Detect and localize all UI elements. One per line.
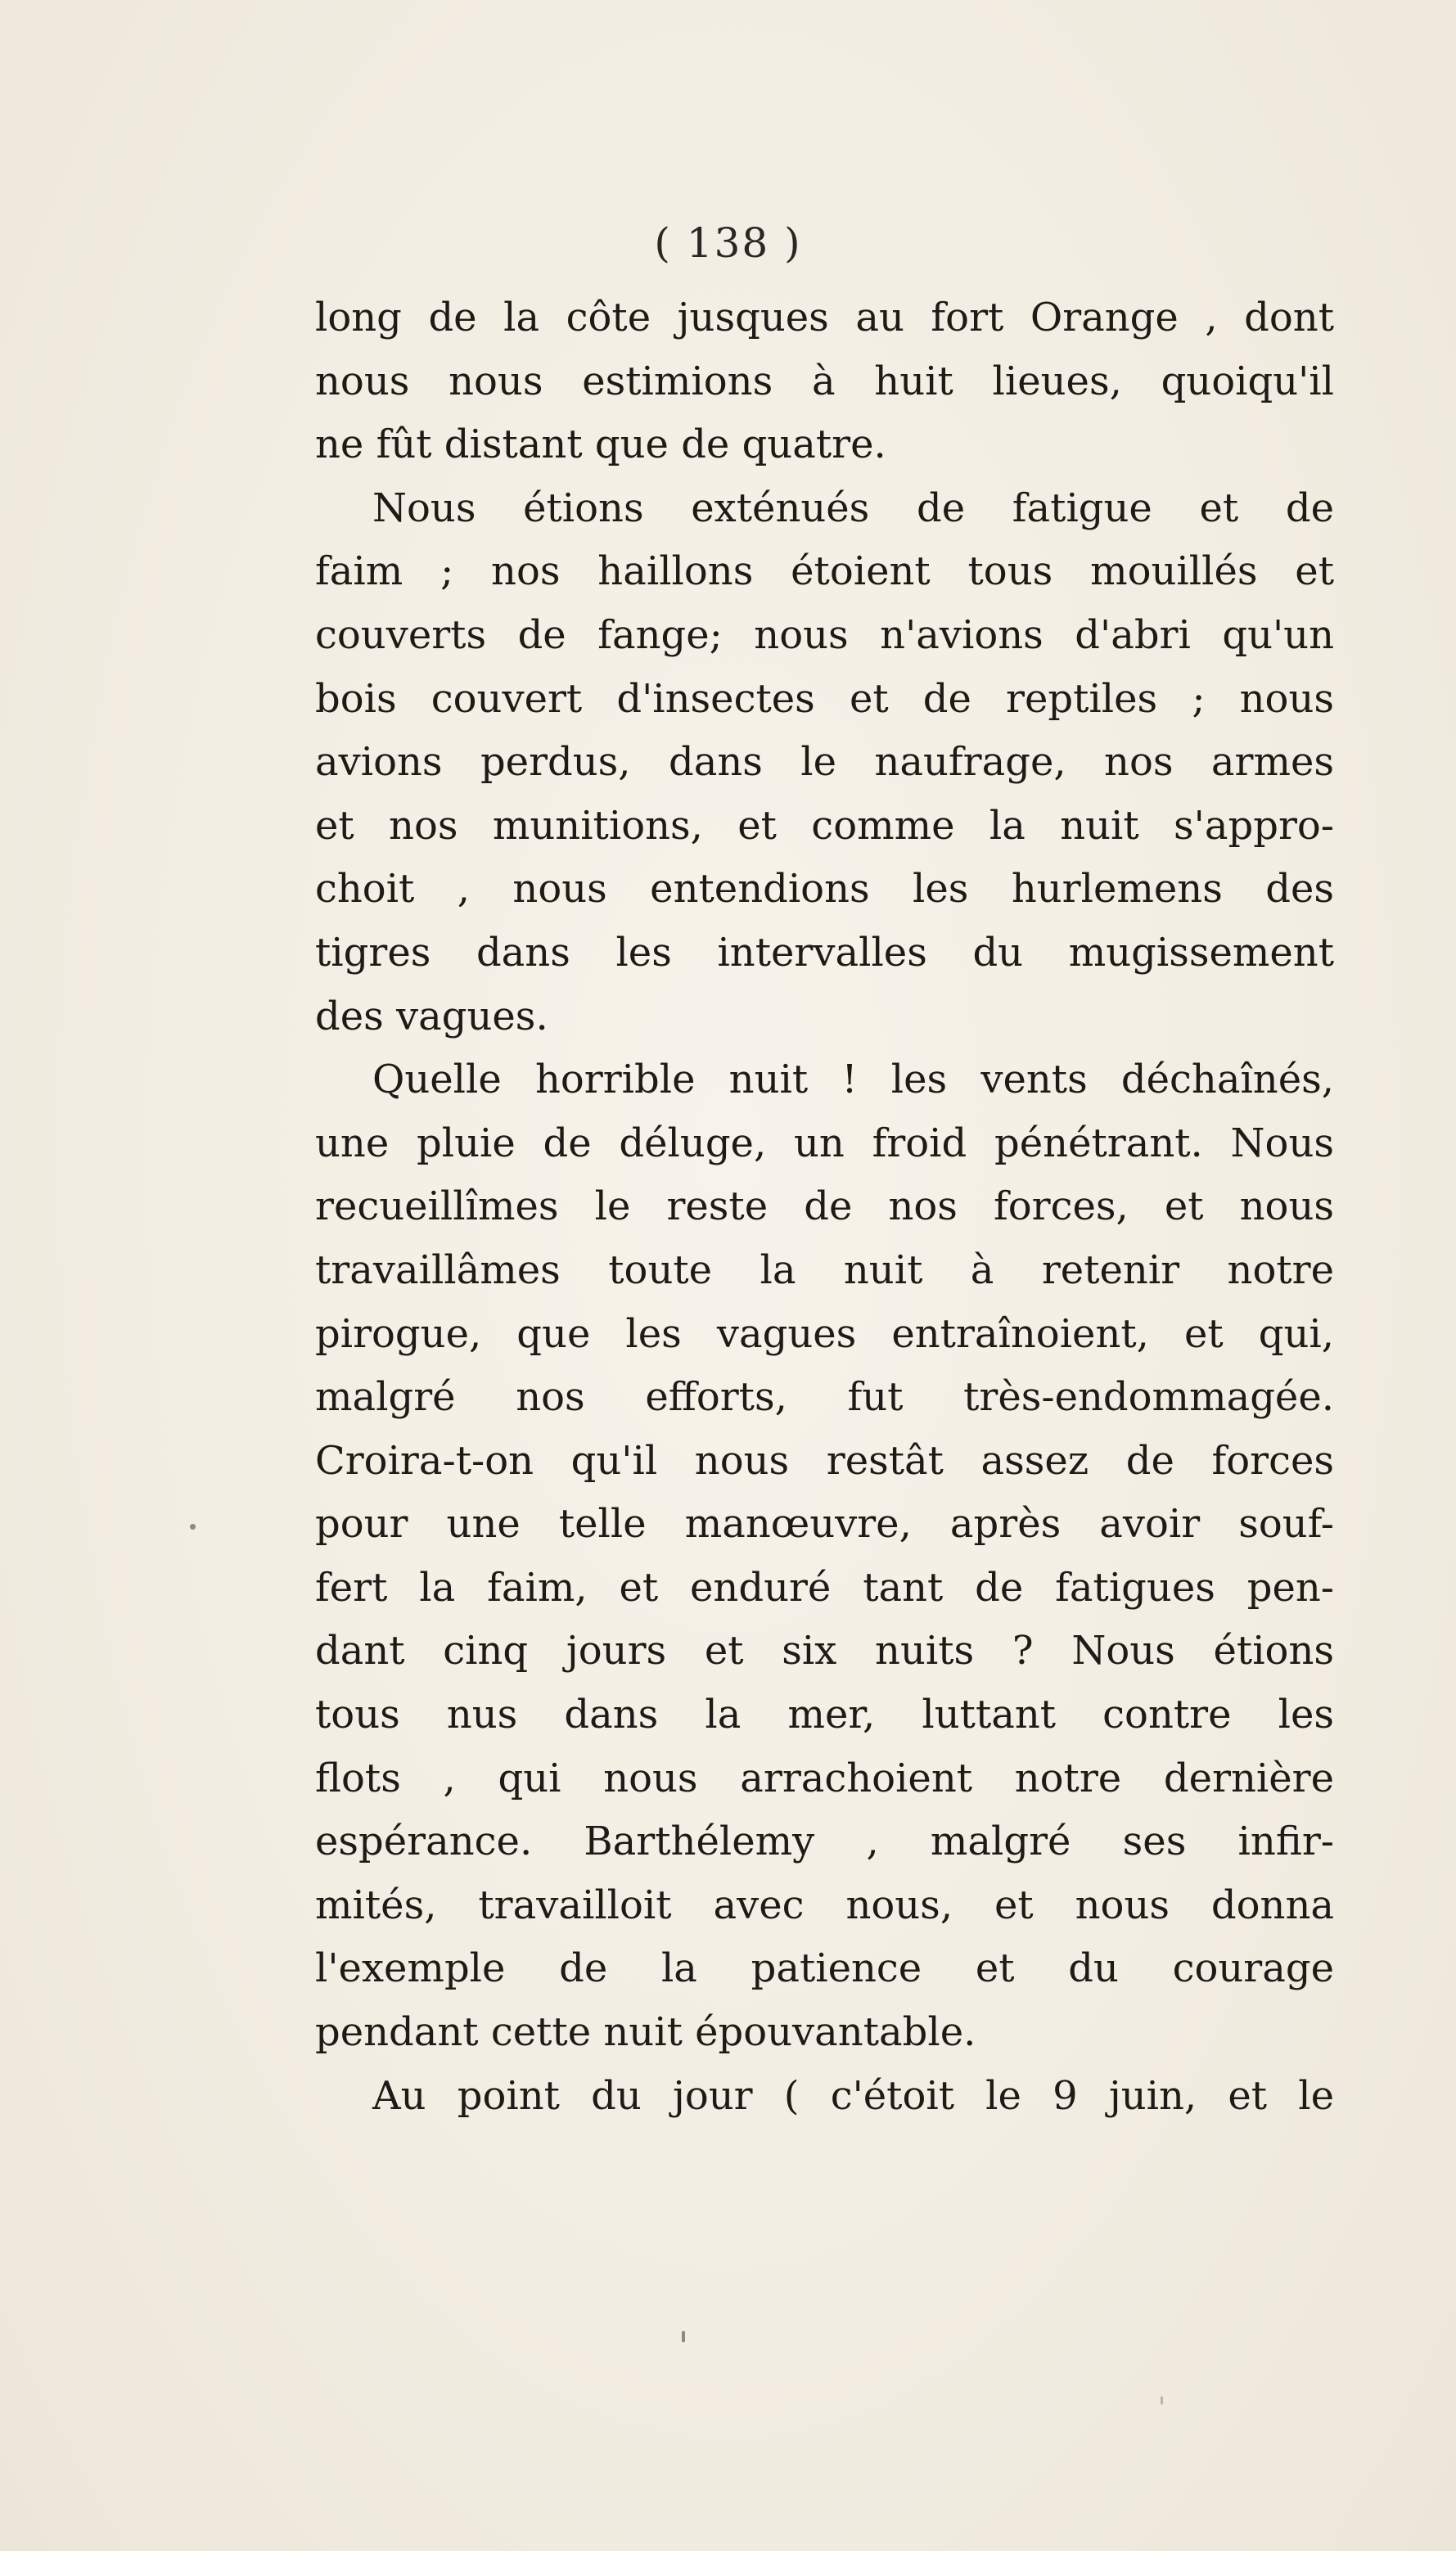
- text-line: faim ; nos haillons étoient tous mouillés et: [315, 548, 1334, 595]
- text-line: flots , qui nous arrachoient notre dernière: [315, 1755, 1334, 1801]
- text-line: malgré nos efforts, fut très-endommagée.: [315, 1374, 1334, 1421]
- text-line: tigres dans les intervalles du mugissement: [315, 929, 1334, 976]
- text-line: recueillîmes le reste de nos forces, et nous: [315, 1183, 1334, 1230]
- text-line: Au point du jour ( c'étoit le 9 juin, et le: [372, 2072, 1334, 2119]
- body-text: [315, 286, 1334, 2128]
- text-line: pour une telle manœuvre, après avoir souf-: [315, 1501, 1334, 1548]
- paper-speck: [1161, 2396, 1163, 2405]
- text-line: dant cinq jours et six nuits ? Nous étions: [315, 1628, 1334, 1674]
- text-line: pendant cette nuit épouvantable.: [315, 2009, 976, 2056]
- text-line: mités, travailloit avec nous, et nous donna: [315, 1882, 1334, 1928]
- text-line: fert la faim, et enduré tant de fatigues pen-: [315, 1564, 1334, 1611]
- text-line: Croira-t-on qu'il nous restât assez de forces: [315, 1437, 1334, 1484]
- paper-speck: [190, 1524, 196, 1530]
- text-line: pirogue, que les vagues entraînoient, et qui,: [315, 1310, 1334, 1357]
- text-line: et nos munitions, et comme la nuit s'appro-: [315, 802, 1334, 849]
- text-line: nous nous estimions à huit lieues, quoiqu'il: [315, 358, 1334, 404]
- text-line: avions perdus, dans le naufrage, nos armes: [315, 739, 1334, 786]
- text-line: bois couvert d'insectes et de reptiles ; nous: [315, 675, 1334, 722]
- text-line: choit , nous entendions les hurlemens des: [315, 866, 1334, 913]
- text-line: Quelle horrible nuit ! les vents déchaînés,: [372, 1057, 1334, 1103]
- page-number-header: ( 138 ): [654, 219, 802, 267]
- text-line: des vagues.: [315, 993, 548, 1039]
- text-line: ne fût distant que de quatre.: [315, 421, 886, 468]
- text-line: travaillâmes toute la nuit à retenir notre: [315, 1246, 1334, 1293]
- text-line: l'exemple de la patience et du courage: [315, 1945, 1334, 1992]
- text-line: tous nus dans la mer, luttant contre les: [315, 1692, 1334, 1738]
- text-line: long de la côte jusques au fort Orange , dont: [315, 295, 1334, 340]
- text-line: une pluie de déluge, un froid pénétrant. Nous: [315, 1120, 1334, 1166]
- text-line: espérance. Barthélemy , malgré ses infir-: [315, 1819, 1334, 1865]
- text-line: couverts de fange; nous n'avions d'abri qu'un: [315, 611, 1334, 658]
- paper-speck: [682, 2331, 685, 2342]
- text-line: Nous étions exténués de fatigue et de: [372, 485, 1334, 531]
